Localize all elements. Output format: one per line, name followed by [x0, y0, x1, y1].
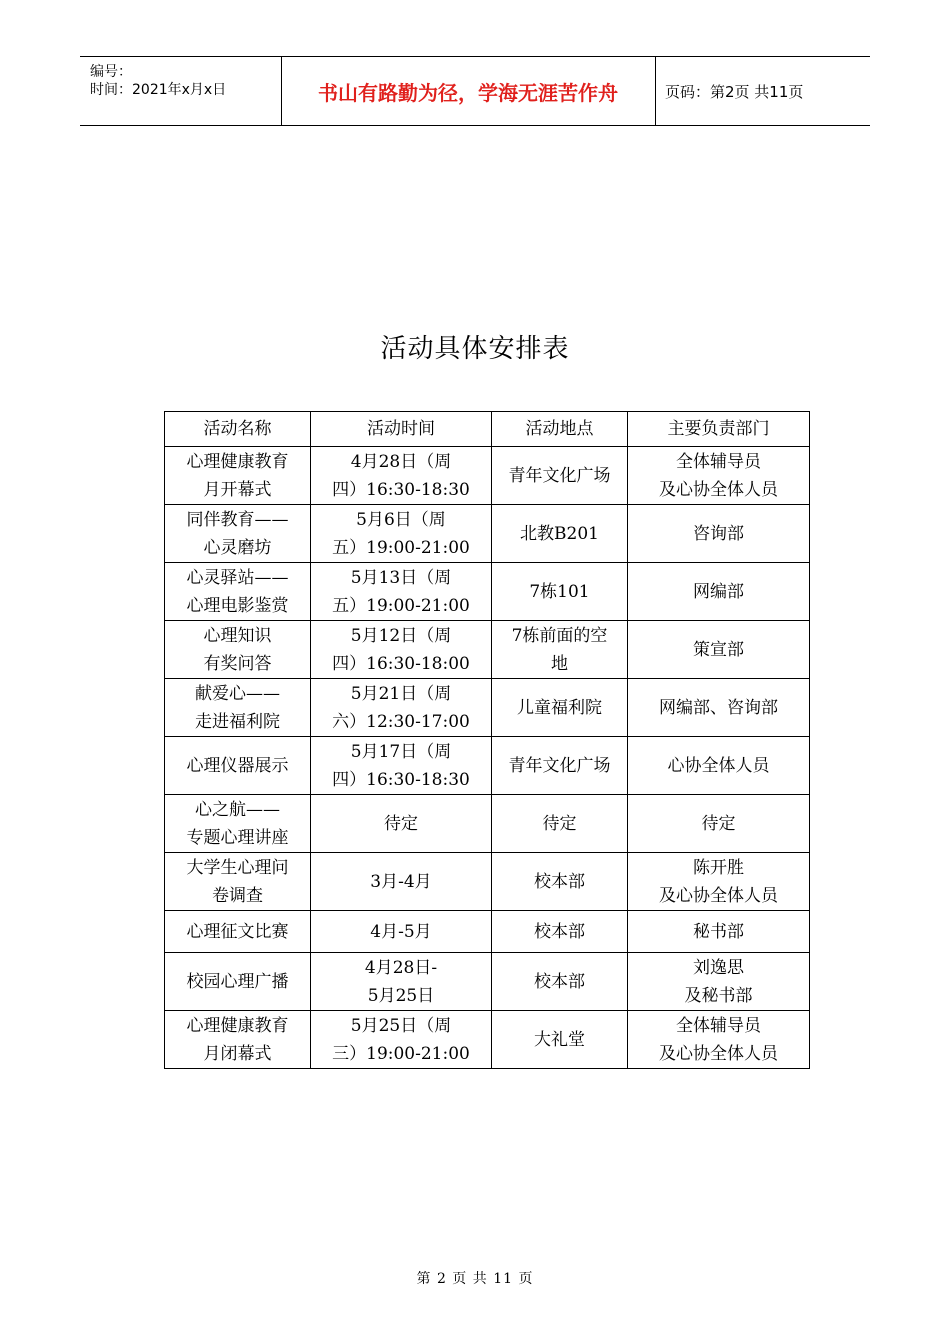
cell-text-line: 地 — [551, 653, 568, 674]
activity-place-cell — [492, 953, 628, 1011]
activity-place-cell — [492, 911, 628, 953]
cell-text-line: 及心协全体人员 — [659, 1043, 778, 1064]
cell-text-line: 心理电影鉴赏 — [186, 595, 289, 616]
table-row — [165, 621, 810, 679]
cell-text-line: 青年文化广场 — [508, 465, 611, 486]
activity-place-cell — [492, 853, 628, 911]
cell-text-line: 策宣部 — [693, 639, 744, 660]
cell-text-line: 及心协全体人员 — [659, 885, 778, 906]
activity-name-cell — [165, 679, 311, 737]
activity-dept-cell — [628, 563, 810, 621]
column-header: 主要负责部门 — [628, 412, 810, 447]
cell-text-line: 陈开胜 — [693, 857, 744, 878]
cell-text-line: 心灵驿站—— — [186, 567, 289, 588]
activity-name-cell — [165, 563, 311, 621]
cell-text-line: 待定 — [384, 813, 418, 834]
table-header-row — [165, 412, 810, 447]
cell-text-line: 全体辅导员 — [676, 451, 761, 472]
activity-time-cell — [311, 953, 492, 1011]
cell-text-line: 待定 — [701, 813, 736, 834]
activity-place-cell — [492, 737, 628, 795]
activity-place-cell — [492, 447, 628, 505]
cell-text-line: 四）16:30-18:30 — [332, 769, 470, 790]
activity-dept-cell — [628, 911, 810, 953]
cell-text-line: 秘书部 — [693, 921, 744, 942]
cell-text-line: 同伴教育—— — [186, 509, 289, 530]
cell-text-line: 5月21日（周 — [350, 683, 452, 704]
activity-dept-cell — [628, 795, 810, 853]
cell-text-line: 全体辅导员 — [676, 1015, 761, 1036]
cell-text-line: 咨询部 — [693, 523, 744, 544]
activity-place-cell — [492, 1011, 628, 1069]
cell-text-line: 待定 — [542, 813, 577, 834]
cell-text-line: 刘逸思 — [693, 957, 744, 978]
activity-name-cell — [165, 953, 311, 1011]
cell-text-line: 月闭幕式 — [203, 1043, 272, 1064]
column-header: 活动时间 — [311, 412, 492, 447]
header-motto: 书山有路勤为径，学海无涯苦作舟 — [281, 57, 656, 125]
table-row — [165, 505, 810, 563]
activity-time-cell — [311, 911, 492, 953]
cell-text-line: 校本部 — [534, 871, 585, 892]
cell-text-line: 三）19:00-21:00 — [332, 1043, 470, 1064]
cell-text-line: 有奖问答 — [203, 653, 272, 674]
activity-dept-cell — [628, 447, 810, 505]
document-date: 时间：2021年x月x日 — [90, 82, 227, 98]
cell-text-line: 心理征文比赛 — [186, 921, 289, 942]
cell-text-line: 网编部 — [693, 581, 744, 602]
activity-time-cell — [311, 679, 492, 737]
table-row — [165, 795, 810, 853]
page-info-text: 页码：第2页 共11页 — [665, 82, 804, 101]
activity-place-cell — [492, 795, 628, 853]
activity-time-cell — [311, 505, 492, 563]
cell-text-line: 心理仪器展示 — [186, 755, 289, 776]
page-footer: 第 2 页 共 11 页 — [416, 1271, 534, 1287]
cell-text-line: 大礼堂 — [534, 1029, 585, 1050]
cell-text-line: 心协全体人员 — [667, 755, 770, 776]
activity-name-cell — [165, 447, 311, 505]
activity-dept-cell — [628, 853, 810, 911]
activity-time-cell — [311, 447, 492, 505]
activity-name-cell — [165, 795, 311, 853]
cell-text-line: 四）16:30-18:00 — [332, 653, 470, 674]
table-row — [165, 853, 810, 911]
cell-text-line: 4月28日- — [364, 957, 438, 978]
cell-text-line: 北教B201 — [520, 523, 599, 544]
column-header: 活动地点 — [492, 412, 628, 447]
cell-text-line: 儿童福利院 — [517, 697, 602, 718]
activity-time-cell — [311, 1011, 492, 1069]
cell-text-line: 网编部、咨询部 — [659, 697, 778, 718]
cell-text-line: 3月-4月 — [370, 871, 432, 892]
activity-place-cell — [492, 679, 628, 737]
document-number-label: 编号： — [90, 64, 132, 80]
cell-text-line: 大学生心理问 — [186, 857, 289, 878]
activity-time-cell — [311, 621, 492, 679]
activity-name-cell — [165, 1011, 311, 1069]
cell-text-line: 专题心理讲座 — [186, 827, 289, 848]
schedule-table — [164, 411, 810, 1069]
cell-text-line: 五）19:00-21:00 — [332, 595, 470, 616]
cell-text-line: 五）19:00-21:00 — [332, 537, 470, 558]
cell-text-line: 校本部 — [534, 971, 585, 992]
table-row — [165, 953, 810, 1011]
cell-text-line: 卷调查 — [212, 885, 263, 906]
cell-text-line: 4月-5月 — [370, 921, 432, 942]
table-row — [165, 679, 810, 737]
cell-text-line: 及心协全体人员 — [659, 479, 778, 500]
header-page-info — [655, 57, 870, 125]
cell-text-line: 心理健康教育 — [186, 451, 289, 472]
activity-dept-cell — [628, 737, 810, 795]
header-meta — [80, 57, 282, 125]
activity-name-cell — [165, 737, 311, 795]
cell-text-line: 心之航—— — [195, 799, 280, 820]
cell-text-line: 5月6日（周 — [356, 509, 446, 530]
activity-time-cell — [311, 737, 492, 795]
cell-text-line: 六）12:30-17:00 — [332, 711, 470, 732]
activity-time-cell — [311, 795, 492, 853]
schedule-table-body — [165, 447, 810, 1069]
document-title: 活动具体安排表 — [380, 334, 570, 364]
activity-place-cell — [492, 505, 628, 563]
activity-dept-cell — [628, 505, 810, 563]
cell-text-line: 4月28日（周 — [350, 451, 452, 472]
cell-text-line: 心理健康教育 — [186, 1015, 289, 1036]
cell-text-line: 心灵磨坊 — [203, 537, 272, 558]
activity-place-cell — [492, 621, 628, 679]
cell-text-line: 5月25日（周 — [350, 1015, 452, 1036]
table-row — [165, 563, 810, 621]
page-header — [80, 56, 870, 126]
cell-text-line: 5月13日（周 — [350, 567, 452, 588]
cell-text-line: 及秘书部 — [684, 985, 753, 1006]
table-row — [165, 447, 810, 505]
cell-text-line: 青年文化广场 — [508, 755, 611, 776]
activity-dept-cell — [628, 953, 810, 1011]
cell-text-line: 心理知识 — [203, 625, 272, 646]
activity-time-cell — [311, 563, 492, 621]
activity-place-cell — [492, 563, 628, 621]
table-row — [165, 737, 810, 795]
activity-dept-cell — [628, 679, 810, 737]
activity-dept-cell — [628, 621, 810, 679]
activity-name-cell — [165, 853, 311, 911]
cell-text-line: 5月25日 — [367, 985, 435, 1006]
table-row — [165, 1011, 810, 1069]
cell-text-line: 走进福利院 — [195, 711, 280, 732]
activity-name-cell — [165, 505, 311, 563]
activity-time-cell — [311, 853, 492, 911]
cell-text-line: 7栋101 — [529, 581, 590, 602]
cell-text-line: 四）16:30-18:30 — [332, 479, 470, 500]
cell-text-line: 5月12日（周 — [350, 625, 452, 646]
activity-name-cell — [165, 911, 311, 953]
table-row — [165, 911, 810, 953]
column-header: 活动名称 — [165, 412, 311, 447]
cell-text-line: 月开幕式 — [203, 479, 272, 500]
cell-text-line: 5月17日（周 — [350, 741, 452, 762]
cell-text-line: 7栋前面的空 — [511, 625, 608, 646]
cell-text-line: 献爱心—— — [195, 683, 280, 704]
activity-dept-cell — [628, 1011, 810, 1069]
cell-text-line: 校园心理广播 — [186, 971, 289, 992]
activity-name-cell — [165, 621, 311, 679]
cell-text-line: 校本部 — [534, 921, 585, 942]
